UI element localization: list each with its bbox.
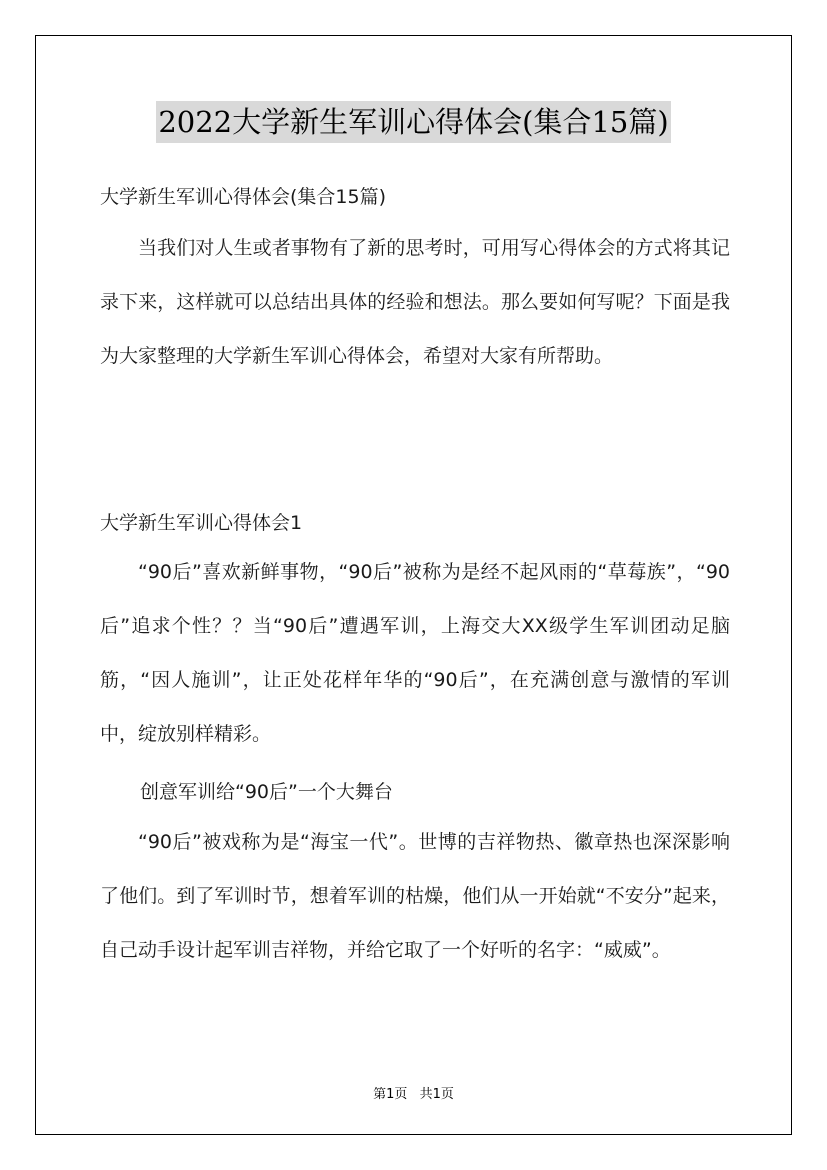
title-container	[0, 101, 827, 143]
section-subheading: 创意军训给“90后”一个大舞台	[140, 781, 393, 803]
section-paragraph: “90后”喜欢新鲜事物，“90后”被称为是经不起风雨的“草莓族”，“90后”追求个性？？当“90后”遭遇军训，上海交大XX级学生军训团动足脑筋，“因人施训”，让正处花样年华的“90后”，在充满创意与激情的军训中，绽放别样精彩。	[100, 561, 730, 745]
document-subtitle: 大学新生军训心得体会(集合15篇)	[100, 186, 387, 208]
page-footer	[0, 1083, 827, 1102]
document-title: 2022大学新生军训心得体会(集合15篇)	[156, 101, 670, 143]
page-total: 共1页	[419, 1087, 454, 1102]
section-heading: 大学新生军训心得体会1	[100, 512, 303, 534]
intro-paragraph: 当我们对人生或者事物有了新的思考时，可用写心得体会的方式将其记录下来，这样就可以总结出具体的经验和想法。那么要如何写呢？下面是我为大家整理的大学新生军训心得体会，希望对大家有所帮助。	[100, 237, 730, 367]
page-number: 第1页	[373, 1087, 408, 1102]
section-paragraph-2: “90后”被戏称为是“海宝一代”。世博的吉祥物热、徽章热也深深影响了他们。到了军训时节，想着军训的枯燥，他们从一开始就“不安分”起来，自己动手设计起军训吉祥物，并给它取了一个好听的名字：“威威”。	[100, 831, 730, 961]
